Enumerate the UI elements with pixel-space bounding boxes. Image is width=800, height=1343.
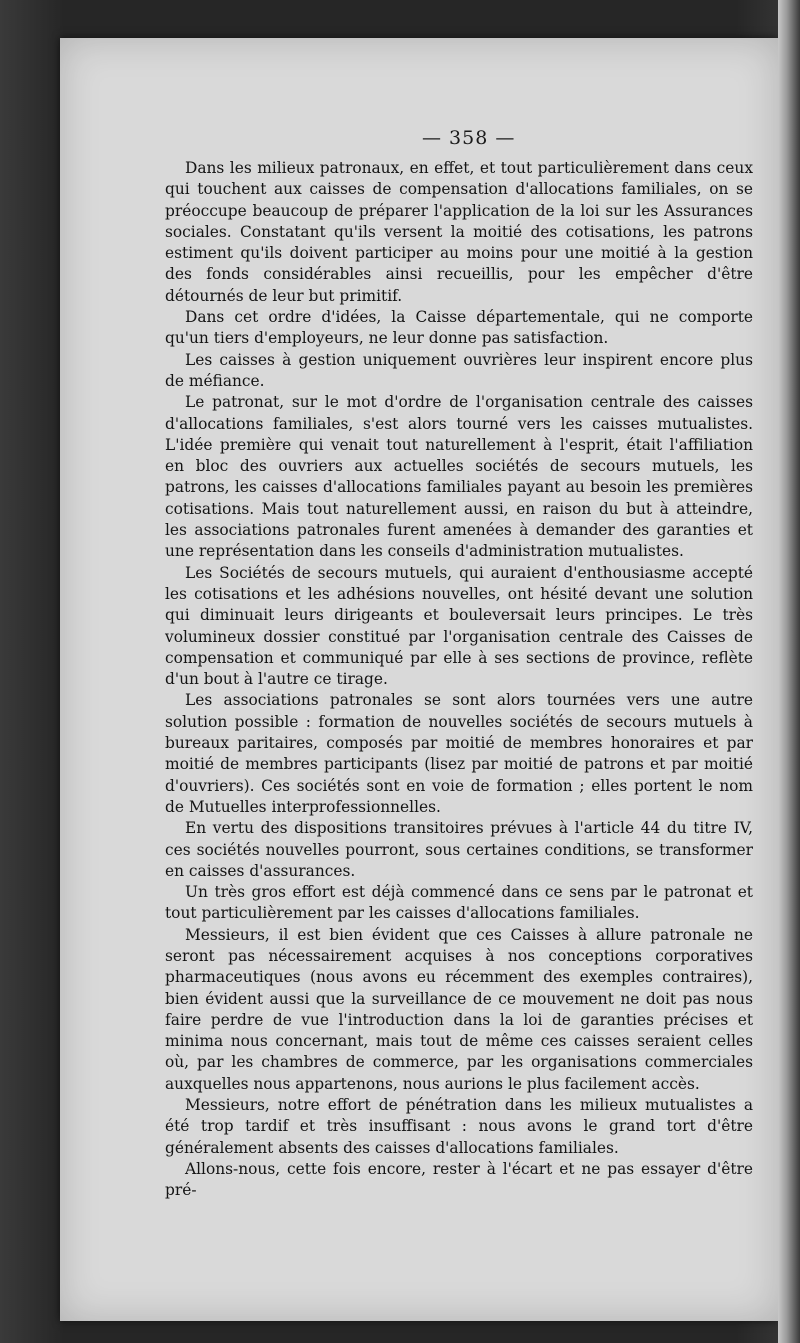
paragraph: Le patronat, sur le mot d'ordre de l'organisation centrale des caisses d'allocations familiales, s'est alors tourné vers les caisses mutualistes. L'idée première qui venait tout naturellement à l'esprit, était l'affiliation en bloc des ouvriers aux actuelles sociétés de secours mutuels, les patrons, les caisses d'allocations familiales payant au besoin les premières cotisations. Mais tout naturellement aussi, en raison du but à atteindre, les associations patronales furent amenées à demander des garanties et une représentation dans les conseils d'administration mutualistes. (165, 393, 753, 561)
body-text (165, 158, 753, 1202)
paragraph: Allons-nous, cette fois encore, rester à l'écart et ne pas essayer d'être pré- (165, 1159, 753, 1200)
page-number: — 358 — (422, 127, 516, 149)
paragraph: Les Sociétés de secours mutuels, qui auraient d'enthousiasme accepté les cotisations et les adhésions nouvelles, ont hésité devant une solution qui diminuait leurs dirigeants et bouleversait leurs principes. Le très volumineux dossier constitué par l'organisation centrale des Caisses de compensation et communiqué par elle à ses sections de province, reflète d'un bout à l'autre ce tirage. (165, 563, 753, 689)
paragraph: Un très gros effort est déjà commencé dans ce sens par le patronat et tout particulièrement par les caisses d'allocations familiales. (165, 883, 753, 923)
page-edge (778, 0, 800, 1343)
paragraph: Dans les milieux patronaux, en effet, et tout particulièrement dans ceux qui touchent aux caisses de compensation d'allocations familiales, on se préoccupe beaucoup de préparer l'application de la loi sur les Assurances sociales. Constatant qu'ils versent la moitié des cotisations, les patrons estiment qu'ils doivent participer au moins pour une moitié à la gestion des fonds considérables ainsi recueillis, pour les empêcher d'être détournés de leur but primitif. (165, 159, 753, 305)
paragraph: En vertu des dispositions transitoires prévues à l'article 44 du titre IV, ces sociétés nouvelles pourront, sous certaines conditions, se transformer en caisses d'assurances. (165, 819, 753, 880)
paragraph: Les caisses à gestion uniquement ouvrières leur inspirent encore plus de méfiance. (165, 350, 753, 390)
paragraph: Les associations patronales se sont alors tournées vers une autre solution possible : formation de nouvelles sociétés de secours mutuels à bureaux paritaires, composés par moitié de membres honoraires et par moitié de membres participants (lisez par moitié de patrons et par moitié d'ouvriers). Ces sociétés sont en voie de formation ; elles portent le nom de Mutuelles interprofessionnelles. (165, 691, 753, 816)
paragraph: Messieurs, notre effort de pénétration dans les milieux mutualistes a été trop tardif et très insuffisant : nous avons le grand tort d'être généralement absents des caisses d'allocations familiales. (165, 1096, 753, 1157)
paragraph: Messieurs, il est bien évident que ces Caisses à allure patronale ne seront pas nécessairement acquises à nos conceptions corporatives pharmaceutiques (nous avons eu récemment des exemples contraires), bien évident aussi que la surveillance de ce mouvement ne doit pas nous faire perdre de vue l'introduction dans la loi de garanties précises et minima nous concernant, mais tout de même ces caisses seraient celles où, par les chambres de commerce, par les organisations commerciales auxquelles nous appartenons, nous aurions le plus facilement accès. (165, 925, 753, 1093)
paragraph: Dans cet ordre d'idées, la Caisse départementale, qui ne comporte qu'un tiers d'employeurs, ne leur donne pas satisfaction. (165, 308, 753, 348)
